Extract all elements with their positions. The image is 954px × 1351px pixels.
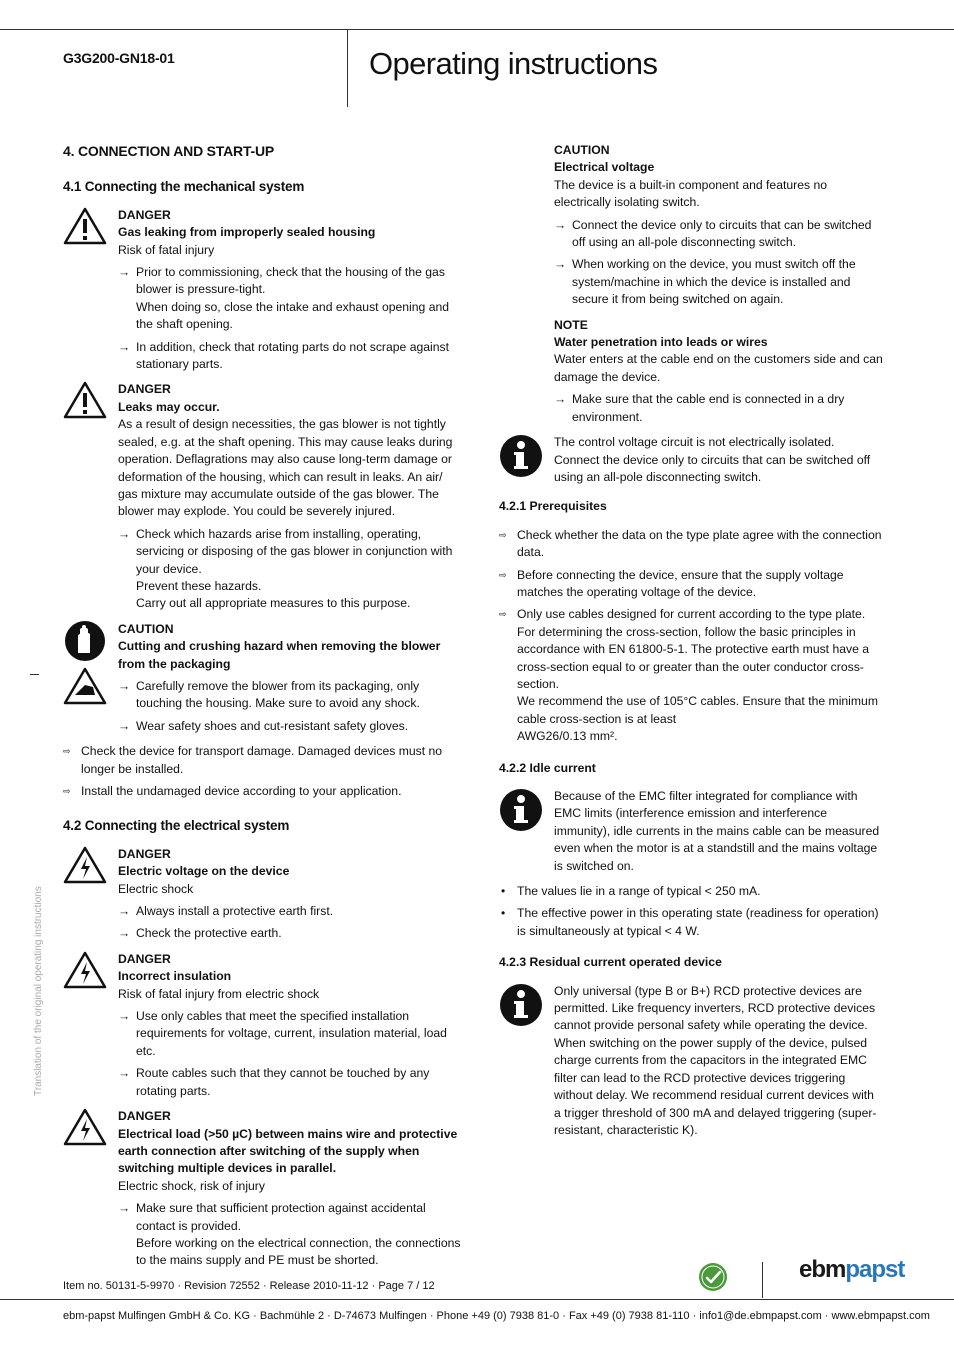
caution-notice-voltage	[499, 142, 883, 309]
notice-text: Risk of fatal injury from electric shock	[118, 986, 320, 1001]
ebmpapst-logo: ebmpapst	[799, 1256, 905, 1283]
model-number: G3G200-GN18-01	[63, 50, 175, 66]
notice-subject: Leaks may occur.	[118, 399, 220, 414]
notice-subject: Electrical voltage	[554, 160, 655, 175]
instruction-item: → Always install a protective earth first.	[118, 904, 334, 919]
note-water	[499, 317, 883, 426]
warning-triangle-icon	[63, 207, 107, 245]
info-icon	[499, 983, 543, 1027]
notice-severity: DANGER	[118, 951, 171, 966]
margin-tick	[30, 674, 39, 675]
list-item: ⇨ Check the device for transport damage. Damaged devices must no longer be installed.	[63, 744, 443, 776]
notice-severity: DANGER	[118, 846, 171, 861]
company-info: ebm-papst Mulfingen GmbH & Co. KG · Bachmühle 2 · D-74673 Mulfingen · Phone +49 (0) 7938 81-0 · Fax +49 (0) 7938 81-110 · info1@de.ebmpapst.com · www.ebmpapst.com	[63, 1310, 930, 1322]
notice-subject: Electric voltage on the device	[118, 864, 290, 879]
instruction-item: → Wear safety shoes and cut-resistant safety gloves.	[118, 718, 409, 733]
notice-subject: Water penetration into leads or wires	[554, 335, 768, 350]
danger-notice-electrical-load	[63, 1108, 463, 1270]
notice-subject: Cutting and crushing hazard when removing the blower from the packaging	[118, 639, 441, 671]
instruction-item: → Make sure that sufficient protection against accidental contact is provided. Before working on the electrical connection, the connections to the mains supply and PE must be shorted.	[118, 1201, 461, 1268]
green-tech-badge-icon	[698, 1262, 728, 1292]
instruction-item: → Connect the device only to circuits that can be switched off using an all-pole disconnecting switch.	[554, 217, 872, 250]
warning-triangle-icon	[63, 381, 107, 419]
header-rule	[0, 29, 954, 30]
list-item: ⇨ Install the undamaged device according to your application.	[63, 784, 402, 798]
notice-severity: NOTE	[554, 317, 588, 332]
instruction-item: → When working on the device, you must switch off the system/machine in which the device is installed and secure it from being switched on again.	[554, 257, 856, 307]
subheading-prerequisites: 4.2.1 Prerequisites	[499, 499, 607, 514]
list-item: ⇨ Only use cables designed for current according to the type plate. For determining the cross-section, follow the basic principles in accordance with EN 61800-5-1. The protective earth must have a cross-section equal to or greater than the outer conductor cross-section. We recommend the use of 105°C cables. Ensure that the minimum cable cross-section is at least AWG26/0.13 mm².	[499, 607, 878, 744]
electric-hazard-icon	[63, 951, 107, 989]
notice-text: Electric shock	[118, 881, 194, 896]
danger-notice-insulation	[63, 951, 463, 1100]
list-item: • The values lie in a range of typical < 250 mA.	[501, 884, 761, 899]
section-heading: 4. CONNECTION AND START-UP	[63, 143, 275, 159]
caution-notice-packaging	[63, 621, 463, 735]
right-column	[499, 142, 883, 1147]
page-title: Operating instructions	[369, 46, 658, 81]
info-icon	[499, 434, 543, 478]
list-item: ⇨ Before connecting the device, ensure that the supply voltage matches the operating voltage of the device.	[499, 567, 844, 599]
electric-hazard-icon	[63, 1108, 107, 1146]
info-notice-rcd	[499, 983, 883, 1140]
notice-subject: Incorrect insulation	[118, 969, 232, 984]
notice-text: As a result of design necessities, the gas blower is not tightly sealed, e.g. at the shaft opening. This may cause leaks during operation. Deflagrations may also cause long-term damage or deformation of the housing, which can result in leaks. An air/ gas mixture may accumulate outside of the gas blower. The blower may explode. You could be severely injured.	[118, 417, 453, 519]
info-notice-control-voltage	[499, 434, 883, 486]
notice-subject: Gas leaking from improperly sealed housing	[118, 225, 376, 240]
notice-text: Water enters at the cable end on the customers side and can damage the device.	[554, 352, 883, 384]
left-column	[63, 143, 463, 1278]
notice-text: Electric shock, risk of injury	[118, 1178, 265, 1193]
notice-severity: DANGER	[118, 207, 171, 222]
subheading-rcd: 4.2.3 Residual current operated device	[499, 955, 722, 970]
instruction-item: → Route cables such that they cannot be touched by any rotating parts.	[118, 1066, 430, 1098]
notice-severity: CAUTION	[118, 621, 174, 636]
danger-notice-voltage	[63, 846, 463, 943]
footer-divider	[762, 1262, 763, 1298]
instruction-item: → Use only cables that meet the specified installation requirements for voltage, current, insulation material, load etc.	[118, 1009, 447, 1058]
instruction-item: → Make sure that the cable end is connected in a dry environment.	[554, 392, 845, 424]
document-info: Item no. 50131-5-9970 · Revision 72552 · Release 2010-11-12 · Page 7 / 12	[63, 1280, 435, 1292]
subheading-idle-current: 4.2.2 Idle current	[499, 760, 596, 775]
footer-rule	[0, 1299, 954, 1300]
instruction-item: → In addition, check that rotating parts do not scrape against stationary parts.	[118, 339, 450, 372]
instruction-item: → Carefully remove the blower from its packaging, only touching the housing. Make sure to avoid any shock.	[118, 678, 420, 711]
notice-severity: DANGER	[118, 1109, 171, 1124]
electric-hazard-icon	[63, 846, 107, 884]
notice-severity: CAUTION	[554, 143, 610, 157]
info-text: The control voltage circuit is not electrically isolated. Connect the device only to circuits that can be switched off using an all-pole disconnecting switch.	[554, 435, 871, 484]
info-notice-idle-current	[499, 788, 883, 875]
subsection-heading-electrical: 4.2 Connecting the electrical system	[63, 818, 290, 834]
safety-gloves-icon	[63, 621, 107, 705]
subsection-heading-mechanical: 4.1 Connecting the mechanical system	[63, 179, 305, 195]
info-text: Only universal (type B or B+) RCD protective devices are permitted. Like frequency inverters, RCD protective devices cannot provide personal safety while operating the device. When switching on the power supply of the device, pulsed charge currents from the capacitors in the integrated EMC filter can lead to the RCD protective devices triggering without delay. We recommend residual current devices with a trigger threshold of 300 mA and delayed triggering (super-resistant, characteristic K).	[554, 983, 877, 1137]
danger-notice-sealed-housing	[63, 207, 463, 374]
info-icon	[499, 788, 543, 832]
instruction-item: → Check the protective earth.	[118, 926, 282, 941]
notice-severity: DANGER	[118, 382, 171, 397]
notice-text: Risk of fatal injury	[118, 242, 215, 257]
info-text: Because of the EMC filter integrated for compliance with EMC limits (interference emission and interference immunity), idle currents in the mains cable can be measured even when the motor is at a standstill and the mains voltage is switched on.	[554, 789, 880, 873]
list-item: ⇨ Check whether the data on the type plate agree with the connection data.	[499, 527, 882, 560]
instruction-item: → Check which hazards arise from installing, operating, servicing or disposing of the gas blower in conjunction with your device. Prevent these hazards. Carry out all appropriate measures to this purpose.	[118, 526, 453, 611]
danger-notice-leaks	[63, 381, 463, 612]
notice-subject: Electrical load (>50 µC) between mains wire and protective earth connection after switching of the supply when switching multiple devices in parallel.	[118, 1126, 458, 1176]
header-divider	[347, 29, 348, 107]
side-note: Translation of the original operating instructions	[33, 886, 44, 1096]
list-item: • The effective power in this operating state (readiness for operation) is simultaneously at typical < 4 W.	[501, 906, 879, 938]
instruction-item: → Prior to commissioning, check that the housing of the gas blower is pressure-tight. When doing so, close the intake and exhaust opening and the shaft opening.	[118, 265, 450, 332]
notice-text: The device is a built-in component and features no electrically isolating switch.	[554, 177, 828, 210]
